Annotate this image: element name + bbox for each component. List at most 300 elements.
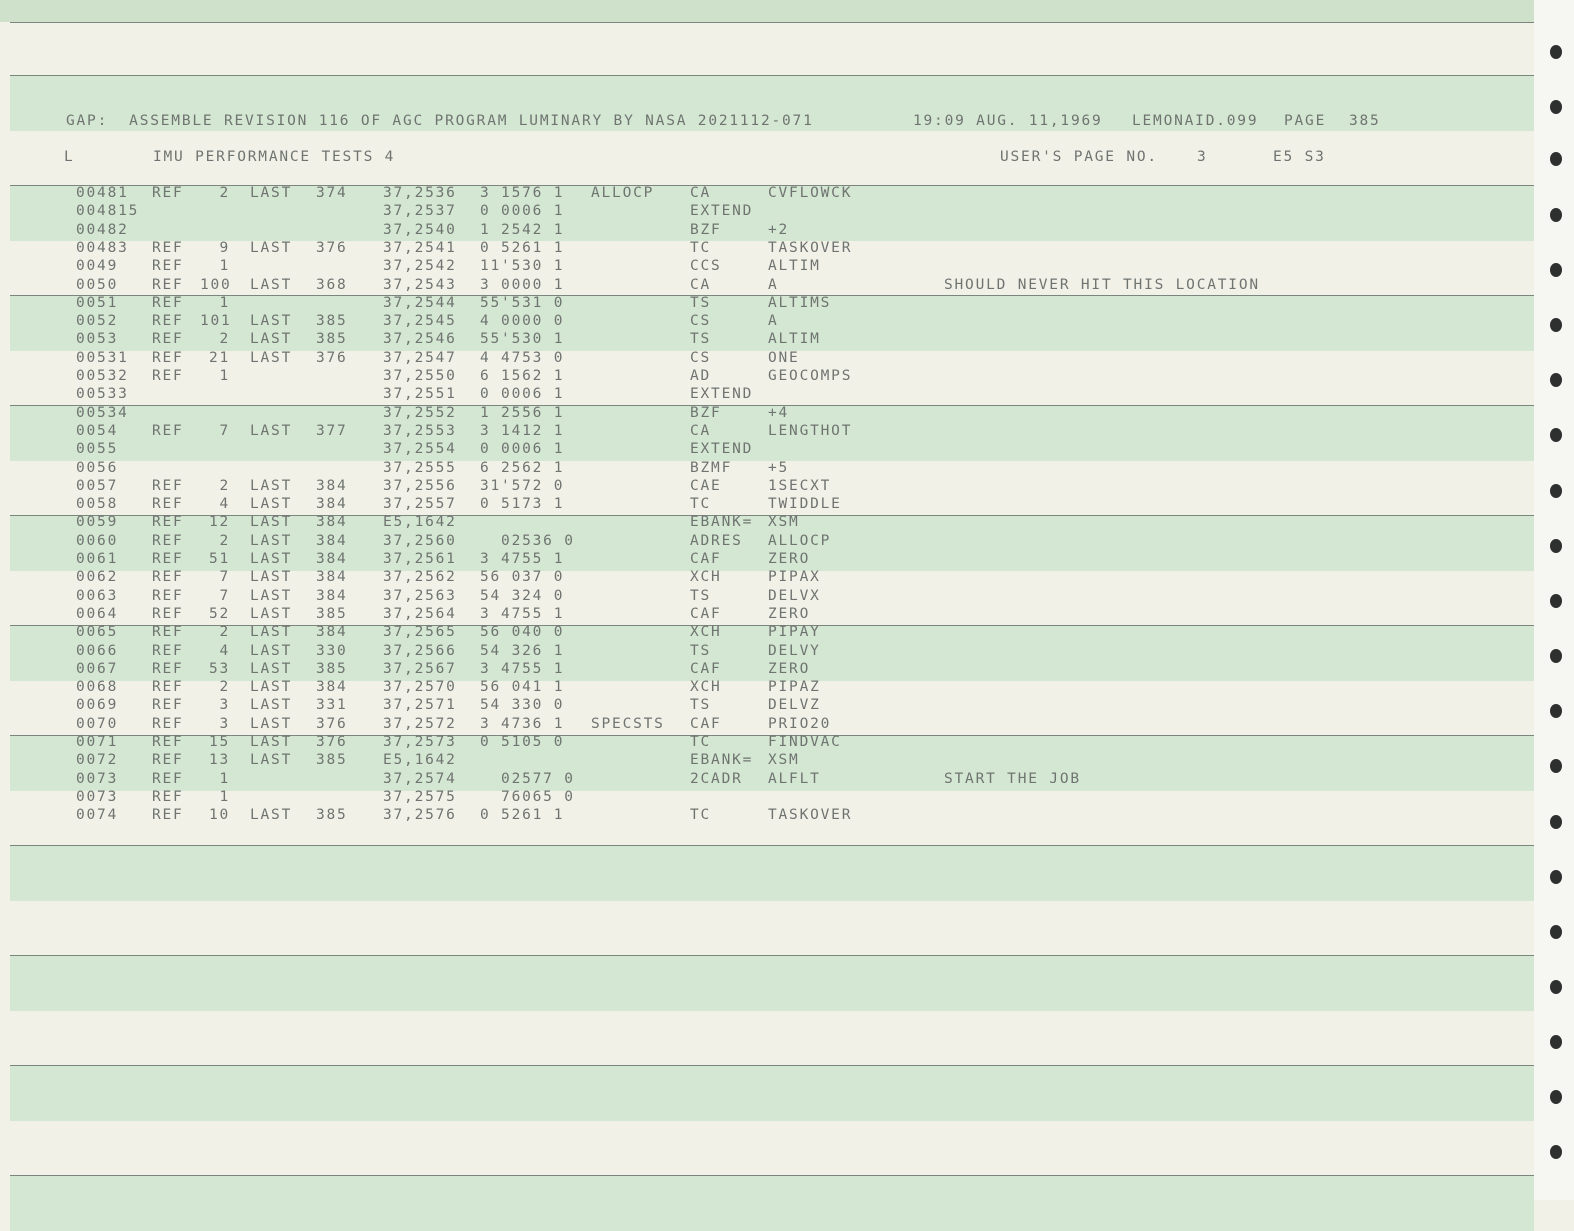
listing-loc: 0060 bbox=[76, 532, 119, 549]
sprocket-hole bbox=[1550, 1035, 1562, 1049]
listing-ref: REF bbox=[152, 752, 184, 769]
listing-octal: 56 037 0 bbox=[480, 569, 565, 586]
listing-operand: TASKOVER bbox=[768, 239, 853, 256]
listing-refnum: 1 bbox=[219, 294, 230, 311]
listing-lastnum: 376 bbox=[316, 734, 348, 750]
listing-lastnum: 385 bbox=[316, 331, 348, 348]
listing-addr: 37,2561 bbox=[383, 551, 457, 567]
listing-loc: 0051 bbox=[76, 294, 119, 311]
listing-op: EXTEND bbox=[690, 441, 754, 458]
assembly-header: GAP: ASSEMBLE REVISION 116 OF AGC PROGRAM LUMINARY BY NASA 2021112-071 bbox=[66, 113, 814, 129]
listing-addr: 37,2546 bbox=[383, 331, 457, 348]
listing-op: XCH bbox=[690, 679, 722, 696]
listing-lastnum: 376 bbox=[316, 349, 348, 366]
listing-addr: 37,2560 bbox=[383, 532, 457, 549]
listing-lastnum: 376 bbox=[316, 239, 348, 256]
listing-operand: DELVX bbox=[768, 587, 821, 604]
listing-loc: 0067 bbox=[76, 660, 119, 677]
listing-loc: 0072 bbox=[76, 752, 119, 769]
listing-op: TC bbox=[690, 496, 712, 513]
listing-op: XCH bbox=[690, 624, 722, 641]
listing-addr: 37,2563 bbox=[383, 587, 457, 604]
listing-octal: 55'531 0 bbox=[480, 294, 565, 311]
listing-octal: 02536 0 bbox=[480, 532, 575, 549]
listing-ref: REF bbox=[152, 496, 184, 513]
listing-octal: 54 330 0 bbox=[480, 697, 565, 714]
listing-refnum: 100 bbox=[200, 276, 232, 293]
listing-loc: 00482 bbox=[76, 221, 129, 238]
listing-op: EBANK= bbox=[690, 752, 754, 769]
listing-op: BZF bbox=[690, 404, 722, 421]
listing-loc: 0074 bbox=[76, 807, 119, 824]
listing-refnum: 2 bbox=[219, 185, 230, 201]
listing-op: TS bbox=[690, 697, 712, 714]
bank-code: E5 S3 bbox=[1273, 149, 1326, 165]
listing-loc: 0071 bbox=[76, 734, 119, 750]
paper-rule-line bbox=[10, 22, 1534, 23]
sprocket-hole bbox=[1550, 870, 1562, 884]
listing-op: TS bbox=[690, 642, 712, 659]
listing-op: TC bbox=[690, 807, 712, 824]
listing-loc: 0050 bbox=[76, 276, 119, 293]
listing-ref: REF bbox=[152, 605, 184, 622]
listing-addr: 37,2550 bbox=[383, 368, 457, 384]
sprocket-hole bbox=[1550, 759, 1562, 773]
listing-ref: REF bbox=[152, 368, 184, 384]
listing-op: XCH bbox=[690, 569, 722, 586]
listing-last: LAST bbox=[250, 697, 293, 714]
paper-stripe-band bbox=[10, 1065, 1534, 1121]
listing-operand: CVFLOWCK bbox=[768, 185, 853, 201]
listing-loc: 0064 bbox=[76, 605, 119, 622]
listing-op: TS bbox=[690, 294, 712, 311]
listing-op: CAE bbox=[690, 477, 722, 494]
listing-octal: 3 4755 1 bbox=[480, 551, 565, 567]
listing-last: LAST bbox=[250, 752, 293, 769]
sprocket-hole bbox=[1550, 318, 1562, 332]
listing-last: LAST bbox=[250, 624, 293, 641]
listing-addr: 37,2573 bbox=[383, 734, 457, 750]
listing-operand: ALFLT bbox=[768, 770, 821, 787]
listing-loc: 0057 bbox=[76, 477, 119, 494]
listing-addr: 37,2542 bbox=[383, 258, 457, 275]
listing-ref: REF bbox=[152, 477, 184, 494]
listing-operand: ZERO bbox=[768, 605, 811, 622]
listing-addr: 37,2556 bbox=[383, 477, 457, 494]
listing-ref: REF bbox=[152, 697, 184, 714]
listing-loc: 0061 bbox=[76, 551, 119, 567]
listing-lastnum: 374 bbox=[316, 185, 348, 201]
listing-loc: 0063 bbox=[76, 587, 119, 604]
listing-op: AD bbox=[690, 368, 712, 384]
listing-flag: L bbox=[64, 149, 75, 165]
listing-last: LAST bbox=[250, 313, 293, 330]
listing-refnum: 2 bbox=[219, 477, 230, 494]
listing-op: CAF bbox=[690, 605, 722, 622]
listing-comment: SHOULD NEVER HIT THIS LOCATION bbox=[944, 276, 1260, 293]
listing-op: CA bbox=[690, 422, 712, 439]
listing-ref: REF bbox=[152, 514, 184, 531]
listing-octal: 3 4736 1 bbox=[480, 715, 565, 732]
listing-last: LAST bbox=[250, 349, 293, 366]
listing-addr: 37,2554 bbox=[383, 441, 457, 458]
listing-last: LAST bbox=[250, 715, 293, 732]
listing-addr: 37,2566 bbox=[383, 642, 457, 659]
listing-addr: 37,2565 bbox=[383, 624, 457, 641]
listing-operand: ZERO bbox=[768, 551, 811, 567]
listing-last: LAST bbox=[250, 569, 293, 586]
listing-loc: 0066 bbox=[76, 642, 119, 659]
listing-op: TS bbox=[690, 587, 712, 604]
listing-operand: 1SECXT bbox=[768, 477, 832, 494]
listing-ref: REF bbox=[152, 734, 184, 750]
listing-addr: 37,2576 bbox=[383, 807, 457, 824]
listing-operand: ALTIM bbox=[768, 258, 821, 275]
listing-octal: 0 5105 0 bbox=[480, 734, 565, 750]
listing-refnum: 7 bbox=[219, 569, 230, 586]
listing-lastnum: 377 bbox=[316, 422, 348, 439]
listing-op: CCS bbox=[690, 258, 722, 275]
listing-ref: REF bbox=[152, 313, 184, 330]
listing-octal: 54 324 0 bbox=[480, 587, 565, 604]
listing-op: EBANK= bbox=[690, 514, 754, 531]
listing-octal: 3 4755 1 bbox=[480, 605, 565, 622]
listing-ref: REF bbox=[152, 624, 184, 641]
listing-refnum: 101 bbox=[200, 313, 232, 330]
listing-addr: 37,2572 bbox=[383, 715, 457, 732]
listing-op: CS bbox=[690, 313, 712, 330]
listing-op: CA bbox=[690, 276, 712, 293]
listing-addr: 37,2552 bbox=[383, 404, 457, 421]
listing-op: CS bbox=[690, 349, 712, 366]
listing-label: ALLOCP bbox=[591, 185, 655, 201]
page-label: PAGE bbox=[1284, 113, 1327, 129]
listing-operand: +5 bbox=[768, 459, 790, 476]
listing-octal: 3 1576 1 bbox=[480, 185, 565, 201]
listing-lastnum: 384 bbox=[316, 532, 348, 549]
listing-refnum: 3 bbox=[219, 697, 230, 714]
listing-operand: TASKOVER bbox=[768, 807, 853, 824]
listing-addr: 37,2570 bbox=[383, 679, 457, 696]
listing-loc: 00531 bbox=[76, 349, 129, 366]
users-page-number: 3 bbox=[1197, 149, 1208, 165]
listing-loc: 0055 bbox=[76, 441, 119, 458]
listing-octal: 6 2562 1 bbox=[480, 459, 565, 476]
listing-loc: 00483 bbox=[76, 239, 129, 256]
listing-addr: 37,2543 bbox=[383, 276, 457, 293]
listing-op: TC bbox=[690, 734, 712, 750]
listing-ref: REF bbox=[152, 239, 184, 256]
listing-operand: ONE bbox=[768, 349, 800, 366]
assembly-timestamp: 19:09 AUG. 11,1969 bbox=[913, 113, 1103, 129]
listing-addr: 37,2547 bbox=[383, 349, 457, 366]
listing-octal: 3 0000 1 bbox=[480, 276, 565, 293]
listing-addr: 37,2567 bbox=[383, 660, 457, 677]
listing-addr: 37,2557 bbox=[383, 496, 457, 513]
users-page-label: USER'S PAGE NO. bbox=[1000, 149, 1158, 165]
listing-addr: E5,1642 bbox=[383, 752, 457, 769]
listing-last: LAST bbox=[250, 185, 293, 201]
listing-op: BZF bbox=[690, 221, 722, 238]
listing-op: TS bbox=[690, 331, 712, 348]
listing-refnum: 2 bbox=[219, 532, 230, 549]
listing-lastnum: 385 bbox=[316, 660, 348, 677]
listing-refnum: 1 bbox=[219, 258, 230, 275]
listing-lastnum: 384 bbox=[316, 496, 348, 513]
listing-ref: REF bbox=[152, 276, 184, 293]
listing-octal: 0 5261 1 bbox=[480, 239, 565, 256]
listing-refnum: 13 bbox=[208, 752, 230, 769]
sprocket-hole bbox=[1550, 484, 1562, 498]
sprocket-hole bbox=[1550, 704, 1562, 718]
listing-addr: 37,2575 bbox=[383, 788, 457, 805]
listing-octal: 55'530 1 bbox=[480, 331, 565, 348]
listing-last: LAST bbox=[250, 734, 293, 750]
listing-op: 2CADR bbox=[690, 770, 743, 787]
listing-addr: 37,2541 bbox=[383, 239, 457, 256]
paper-stripe-band bbox=[10, 955, 1534, 1011]
listing-refnum: 2 bbox=[219, 331, 230, 348]
sprocket-hole bbox=[1550, 208, 1562, 222]
listing-ref: REF bbox=[152, 349, 184, 366]
listing-operand: DELVY bbox=[768, 642, 821, 659]
listing-last: LAST bbox=[250, 660, 293, 677]
listing-octal: 0 0006 1 bbox=[480, 386, 565, 403]
listing-lastnum: 385 bbox=[316, 752, 348, 769]
listing-last: LAST bbox=[250, 276, 293, 293]
listing-op: BZMF bbox=[690, 459, 733, 476]
listing-lastnum: 384 bbox=[316, 587, 348, 604]
listing-last: LAST bbox=[250, 642, 293, 659]
listing-ref: REF bbox=[152, 331, 184, 348]
listing-loc: 0068 bbox=[76, 679, 119, 696]
listing-refnum: 21 bbox=[208, 349, 230, 366]
listing-operand: XSM bbox=[768, 752, 800, 769]
sprocket-hole bbox=[1550, 152, 1562, 166]
listing-addr: 37,2540 bbox=[383, 221, 457, 238]
listing-operand: PIPAX bbox=[768, 569, 821, 586]
listing-filename: LEMONAID.099 bbox=[1132, 113, 1259, 129]
listing-refnum: 51 bbox=[208, 551, 230, 567]
listing-addr: 37,2555 bbox=[383, 459, 457, 476]
listing-octal: 6 1562 1 bbox=[480, 368, 565, 384]
listing-octal: 1 2542 1 bbox=[480, 221, 565, 238]
listing-loc: 00534 bbox=[76, 404, 129, 421]
listing-octal: 56 041 1 bbox=[480, 679, 565, 696]
sprocket-hole bbox=[1550, 980, 1562, 994]
sprocket-hole bbox=[1550, 428, 1562, 442]
listing-operand: +4 bbox=[768, 404, 790, 421]
listing-op: EXTEND bbox=[690, 386, 754, 403]
listing-operand: GEOCOMPS bbox=[768, 368, 853, 384]
listing-operand: PRIO20 bbox=[768, 715, 832, 732]
listing-loc: 00533 bbox=[76, 386, 129, 403]
listing-loc: 00532 bbox=[76, 368, 129, 384]
listing-refnum: 52 bbox=[208, 605, 230, 622]
listing-comment: START THE JOB bbox=[944, 770, 1081, 787]
listing-refnum: 7 bbox=[219, 422, 230, 439]
listing-lastnum: 384 bbox=[316, 551, 348, 567]
listing-ref: REF bbox=[152, 807, 184, 824]
listing-ref: REF bbox=[152, 569, 184, 586]
listing-octal: 56 040 0 bbox=[480, 624, 565, 641]
sprocket-hole bbox=[1550, 263, 1562, 277]
listing-octal: 54 326 1 bbox=[480, 642, 565, 659]
listing-octal: 0 5261 1 bbox=[480, 807, 565, 824]
listing-ref: REF bbox=[152, 770, 184, 787]
listing-operand: ALLOCP bbox=[768, 532, 832, 549]
listing-ref: REF bbox=[152, 587, 184, 604]
listing-op: CA bbox=[690, 185, 712, 201]
listing-loc: 0070 bbox=[76, 715, 119, 732]
listing-octal: 02577 0 bbox=[480, 770, 575, 787]
listing-ref: REF bbox=[152, 551, 184, 567]
listing-refnum: 1 bbox=[219, 770, 230, 787]
listing-ref: REF bbox=[152, 788, 184, 805]
listing-last: LAST bbox=[250, 514, 293, 531]
listing-operand: FINDVAC bbox=[768, 734, 842, 750]
listing-loc: 0049 bbox=[76, 258, 119, 275]
listing-op: ADRES bbox=[690, 532, 743, 549]
listing-operand: ALTIMS bbox=[768, 294, 832, 311]
listing-operand: XSM bbox=[768, 514, 800, 531]
listing-refnum: 12 bbox=[208, 514, 230, 531]
listing-refnum: 4 bbox=[219, 642, 230, 659]
listing-last: LAST bbox=[250, 587, 293, 604]
listing-loc: 0052 bbox=[76, 313, 119, 330]
listing-last: LAST bbox=[250, 422, 293, 439]
listing-refnum: 1 bbox=[219, 788, 230, 805]
listing-refnum: 3 bbox=[219, 715, 230, 732]
listing-loc: 004815 bbox=[76, 203, 140, 220]
listing-addr: E5,1642 bbox=[383, 514, 457, 531]
listing-last: LAST bbox=[250, 679, 293, 696]
listing-op: CAF bbox=[690, 715, 722, 732]
listing-refnum: 4 bbox=[219, 496, 230, 513]
listing-loc: 0056 bbox=[76, 459, 119, 476]
paper-stripe-band bbox=[10, 845, 1534, 901]
listing-octal: 11'530 1 bbox=[480, 258, 565, 275]
sprocket-hole bbox=[1550, 539, 1562, 553]
listing-last: LAST bbox=[250, 605, 293, 622]
listing-refnum: 2 bbox=[219, 679, 230, 696]
listing-refnum: 2 bbox=[219, 624, 230, 641]
listing-last: LAST bbox=[250, 477, 293, 494]
listing-lastnum: 330 bbox=[316, 642, 348, 659]
listing-lastnum: 385 bbox=[316, 605, 348, 622]
listing-ref: REF bbox=[152, 660, 184, 677]
listing-lastnum: 384 bbox=[316, 624, 348, 641]
listing-loc: 00481 bbox=[76, 185, 129, 201]
listing-lastnum: 384 bbox=[316, 477, 348, 494]
listing-op: EXTEND bbox=[690, 203, 754, 220]
sprocket-hole bbox=[1550, 815, 1562, 829]
listing-lastnum: 384 bbox=[316, 514, 348, 531]
listing-refnum: 1 bbox=[219, 368, 230, 384]
listing-ref: REF bbox=[152, 715, 184, 732]
listing-addr: 37,2553 bbox=[383, 422, 457, 439]
sprocket-hole bbox=[1550, 1145, 1562, 1159]
paper-top-edge bbox=[0, 0, 1574, 22]
listing-loc: 0065 bbox=[76, 624, 119, 641]
listing-last: LAST bbox=[250, 807, 293, 824]
listing-octal: 0 0006 1 bbox=[480, 203, 565, 220]
sprocket-hole bbox=[1550, 373, 1562, 387]
listing-addr: 37,2536 bbox=[383, 185, 457, 201]
listing-loc: 0059 bbox=[76, 514, 119, 531]
listing-addr: 37,2545 bbox=[383, 313, 457, 330]
listing-operand: A bbox=[768, 313, 779, 330]
listing-ref: REF bbox=[152, 422, 184, 439]
listing-ref: REF bbox=[152, 532, 184, 549]
listing-last: LAST bbox=[250, 551, 293, 567]
listing-ref: REF bbox=[152, 294, 184, 311]
sprocket-hole bbox=[1550, 594, 1562, 608]
listing-operand: PIPAZ bbox=[768, 679, 821, 696]
listing-lastnum: 368 bbox=[316, 276, 348, 293]
listing-loc: 0053 bbox=[76, 331, 119, 348]
listing-refnum: 9 bbox=[219, 239, 230, 256]
paper-stripe-band bbox=[10, 1175, 1534, 1231]
listing-ref: REF bbox=[152, 642, 184, 659]
listing-addr: 37,2537 bbox=[383, 203, 457, 220]
listing-loc: 0062 bbox=[76, 569, 119, 586]
listing-octal: 4 0000 0 bbox=[480, 313, 565, 330]
page-number: 385 bbox=[1349, 113, 1381, 129]
listing-op: CAF bbox=[690, 551, 722, 567]
listing-operand: LENGTHOT bbox=[768, 422, 853, 439]
listing-lastnum: 385 bbox=[316, 807, 348, 824]
sprocket-hole bbox=[1550, 100, 1562, 114]
listing-octal: 31'572 0 bbox=[480, 477, 565, 494]
listing-loc: 0073 bbox=[76, 788, 119, 805]
listing-octal: 3 1412 1 bbox=[480, 422, 565, 439]
listing-refnum: 10 bbox=[208, 807, 230, 824]
listing-operand: A bbox=[768, 276, 779, 293]
sprocket-hole bbox=[1550, 925, 1562, 939]
sprocket-hole bbox=[1550, 1090, 1562, 1104]
listing-operand: PIPAY bbox=[768, 624, 821, 641]
listing-octal: 3 4755 1 bbox=[480, 660, 565, 677]
listing-ref: REF bbox=[152, 185, 184, 201]
listing-operand: +2 bbox=[768, 221, 790, 238]
listing-last: LAST bbox=[250, 532, 293, 549]
listing-lastnum: 376 bbox=[316, 715, 348, 732]
listing-lastnum: 385 bbox=[316, 313, 348, 330]
listing-octal: 0 5173 1 bbox=[480, 496, 565, 513]
listing-octal: 76065 0 bbox=[480, 788, 575, 805]
section-title: IMU PERFORMANCE TESTS 4 bbox=[153, 149, 396, 165]
listing-operand: TWIDDLE bbox=[768, 496, 842, 513]
listing-loc: 0073 bbox=[76, 770, 119, 787]
listing-octal: 4 4753 0 bbox=[480, 349, 565, 366]
listing-operand: ZERO bbox=[768, 660, 811, 677]
listing-last: LAST bbox=[250, 239, 293, 256]
listing-refnum: 15 bbox=[208, 734, 230, 750]
listing-addr: 37,2562 bbox=[383, 569, 457, 586]
listing-ref: REF bbox=[152, 679, 184, 696]
listing-addr: 37,2564 bbox=[383, 605, 457, 622]
listing-operand: ALTIM bbox=[768, 331, 821, 348]
listing-last: LAST bbox=[250, 496, 293, 513]
listing-op: TC bbox=[690, 239, 712, 256]
listing-refnum: 7 bbox=[219, 587, 230, 604]
listing-lastnum: 331 bbox=[316, 697, 348, 714]
listing-addr: 37,2544 bbox=[383, 294, 457, 311]
listing-loc: 0054 bbox=[76, 422, 119, 439]
listing-last: LAST bbox=[250, 331, 293, 348]
listing-lastnum: 384 bbox=[316, 679, 348, 696]
